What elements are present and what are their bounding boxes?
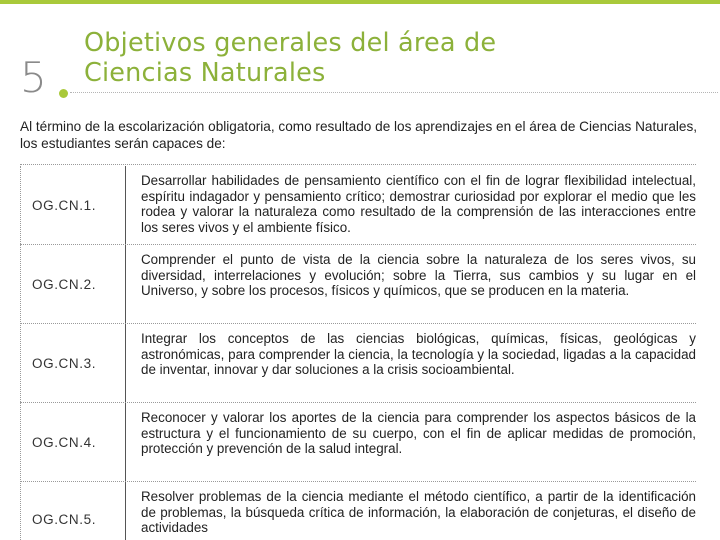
title-divider: [70, 92, 718, 93]
section-dot: [59, 89, 68, 98]
objective-row: [20, 324, 696, 403]
objective-text: Comprender el punto de vista de la ciencia sobre la naturaleza de los seres vivos, su diversidad, interrelaciones y evolución; sobre la Tierra, sus cambios y su lugar en el Universo, y sobre los procesos, físicos y químicos, que se producen en la materia.: [141, 252, 696, 299]
objective-text: Resolver problemas de la ciencia mediante el método científico, a partir de la identificación de problemas, la búsqueda crítica de información, la elaboración de conjeturas, el diseño de actividades: [141, 489, 696, 536]
objective-text: Integrar los conceptos de las ciencias biológicas, químicas, físicas, geológicas y astronómicas, para comprender la ciencia, la tecnología y la sociedad, ligadas a la capacidad de inventar, innovar y dar soluciones a la crisis socioambiental.: [141, 331, 696, 378]
intro-divider: [20, 164, 696, 165]
objective-code: OG.CN.1.: [20, 166, 126, 244]
objective-code: OG.CN.4.: [20, 403, 126, 481]
intro-paragraph: Al término de la escolarización obligatoria, como resultado de los aprendizajes en el área de Ciencias Naturales, los estudiantes serán capaces de:: [20, 119, 698, 151]
top-accent-bar: [0, 0, 720, 4]
page-title: [84, 28, 496, 88]
objective-code: OG.CN.2.: [20, 245, 126, 323]
objective-row: [20, 403, 696, 482]
objectives-table: [20, 166, 696, 540]
objective-row: [20, 166, 696, 245]
page-title-line-1: Objetivos generales del área de: [84, 28, 497, 58]
objective-row: [20, 245, 696, 324]
objective-row: [20, 482, 696, 540]
section-number: 5: [20, 53, 47, 102]
objective-code: OG.CN.3.: [20, 324, 126, 402]
objective-text: Reconocer y valorar los aportes de la ciencia para comprender los aspectos básicos de la estructura y el funcionamiento de su cuerpo, con el fin de aplicar medidas de promoción, protección y prevención de la salud integral.: [141, 410, 696, 457]
page-title-line-2: Ciencias Naturales: [84, 58, 326, 88]
objective-code: OG.CN.5.: [20, 482, 126, 540]
objective-text: Desarrollar habilidades de pensamiento científico con el fin de lograr flexibilidad intelectual, espíritu indagador y pensamiento crítico; demostrar curiosidad por explorar el medio que les rodea y valorar la naturaleza como resultado de la comprensión de las interacciones entre los seres vivos y el ambiente físico.: [141, 173, 696, 235]
